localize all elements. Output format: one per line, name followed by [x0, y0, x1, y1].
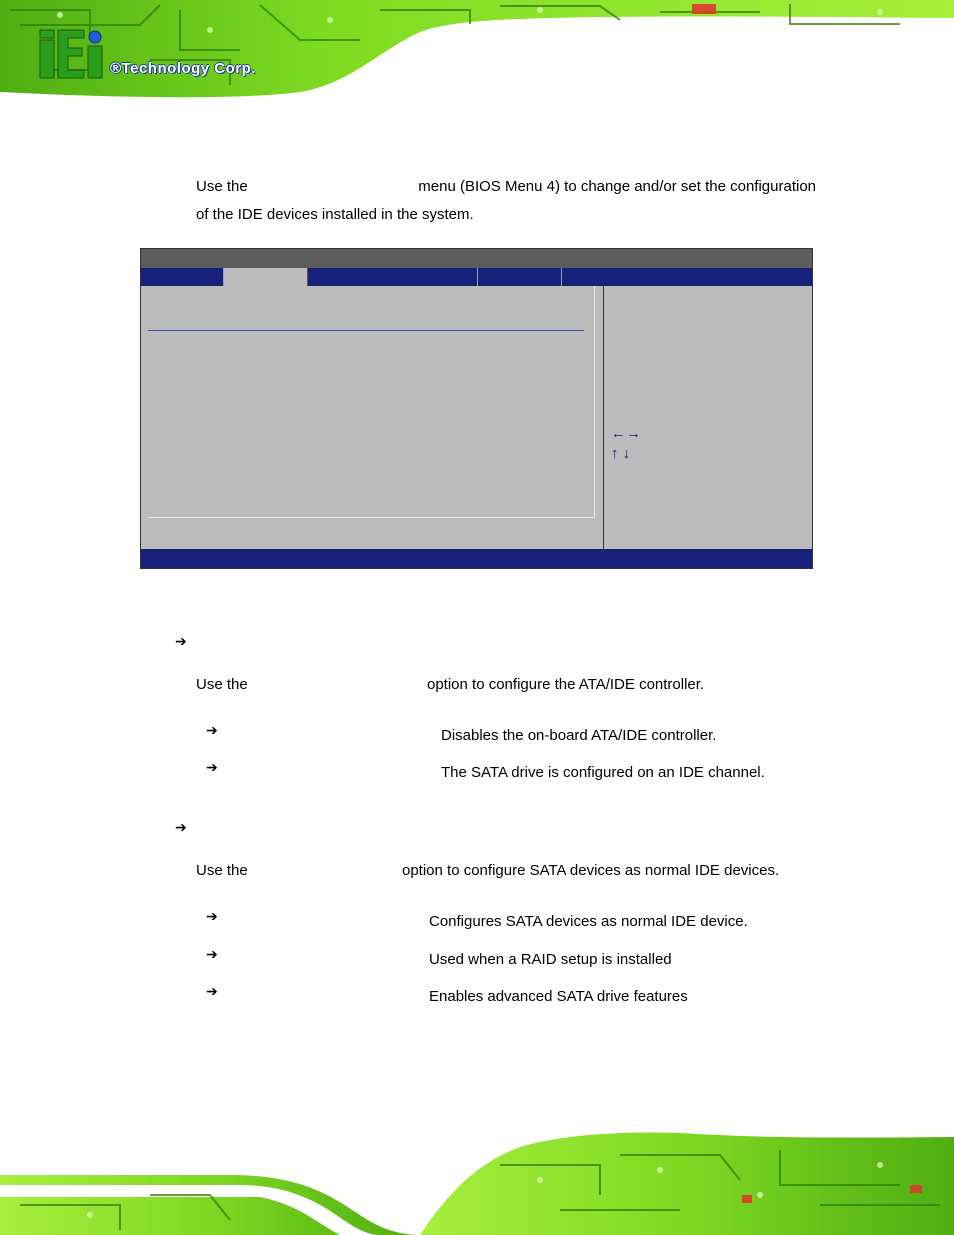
bios-menu-tab-active[interactable] — [224, 268, 308, 286]
section1-option1-text: Disables the on-board ATA/IDE controller. — [441, 727, 717, 744]
section2-description — [196, 857, 248, 885]
bios-title-bar — [141, 249, 812, 268]
section2-arrow-icon: ➔ — [175, 819, 187, 835]
circuit-board-header-graphic — [0, 0, 954, 115]
section1-option2-text: The SATA drive is configured on an IDE channel. — [441, 764, 765, 781]
section2-option1-arrow-icon: ➔ — [206, 908, 218, 924]
header-banner — [0, 0, 954, 115]
section2-option2-text: Used when a RAID setup is installed — [429, 951, 672, 968]
section1-desc-prefix: Use the — [196, 676, 248, 693]
circuit-board-footer-graphic — [0, 1125, 954, 1235]
section1-option1-arrow-icon: ➔ — [206, 722, 218, 738]
up-down-arrow-keys: ↑ ↓ — [611, 445, 631, 462]
bios-status-bar — [141, 549, 812, 568]
bios-panel-divider — [603, 286, 604, 550]
section1-arrow-icon: ➔ — [175, 633, 187, 649]
left-right-arrow-keys: ←→ — [611, 425, 641, 442]
bios-menu-screenshot — [140, 248, 813, 569]
intro-suffix: menu (BIOS Menu 4) to change and/or set the configuration — [418, 178, 816, 195]
bios-menu-tab-1[interactable] — [141, 268, 224, 286]
intro-prefix: Use the — [196, 178, 248, 195]
bios-menu-tab-3[interactable] — [308, 268, 478, 286]
section1-desc-suffix: option to configure the ATA/IDE controller. — [427, 676, 705, 693]
section2-option2-arrow-icon: ➔ — [206, 946, 218, 962]
section2-option1-text: Configures SATA devices as normal IDE device. — [429, 913, 748, 930]
section1-description — [196, 671, 248, 699]
section2-option3-text: Enables advanced SATA drive features — [429, 988, 688, 1005]
bios-menu-bar — [141, 268, 812, 286]
intro-paragraph — [196, 173, 816, 229]
section2-option3-arrow-icon: ➔ — [206, 983, 218, 999]
footer-banner — [0, 1125, 954, 1235]
intro-line2: of the IDE devices installed in the system. — [196, 206, 474, 223]
section2-desc-suffix: option to configure SATA devices as normal IDE devices. — [402, 862, 780, 879]
bios-menu-tab-4[interactable] — [478, 268, 562, 286]
section1-option2-arrow-icon: ➔ — [206, 759, 218, 775]
section2-desc-prefix: Use the — [196, 862, 248, 879]
bios-settings-panel — [148, 286, 595, 518]
bios-separator-line — [148, 330, 584, 331]
iei-logo — [40, 30, 102, 78]
company-name-logo-text: ®Technology Corp. — [110, 60, 256, 77]
